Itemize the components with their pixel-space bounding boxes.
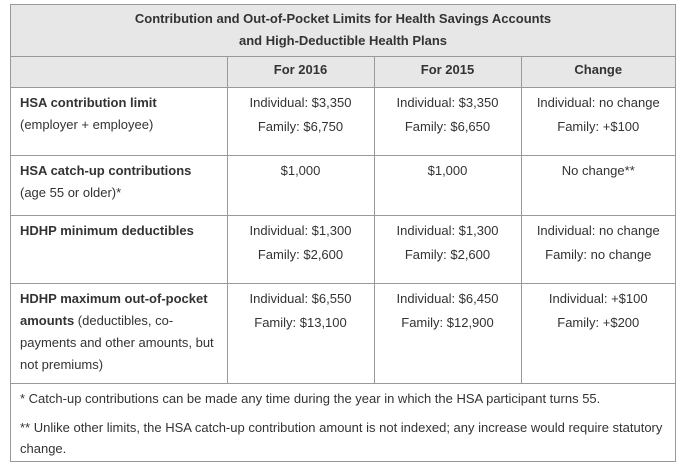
- row-label: [11, 216, 227, 284]
- row-label-rest: (deductibles, co-payments and other amounts, but not premiums): [20, 313, 214, 372]
- value: Individual: $3,350: [396, 95, 499, 110]
- table-title-line1: Contribution and Out-of-Pocket Limits for Health Savings Accounts: [134, 11, 552, 26]
- footnote-indexing: ** Unlike other limits, the HSA catch-up contribution amount is not indexed; any increase would require statutory change.: [20, 420, 663, 456]
- row-label-bold: HDHP minimum deductibles: [20, 223, 194, 238]
- cell-2016: [227, 284, 374, 384]
- row-label-rest: (age 55 or older)*: [20, 185, 122, 200]
- cell-change: [521, 88, 675, 156]
- row-label-rest: (employer + employee): [20, 117, 154, 132]
- value: Individual: $3,350: [249, 95, 352, 110]
- value: Family: +$100: [557, 119, 640, 134]
- row-label: [11, 284, 227, 384]
- cell-2015: [374, 88, 521, 156]
- value: Family: $12,900: [401, 315, 494, 330]
- limits-table: [11, 5, 675, 463]
- value: Family: $2,600: [257, 247, 344, 262]
- value: Individual: no change: [536, 95, 660, 110]
- value: Family: $6,750: [257, 119, 344, 134]
- header-label: [11, 57, 227, 88]
- table-row: [11, 284, 675, 384]
- value: Individual: $6,450: [396, 291, 499, 306]
- value: Individual: $1,300: [396, 223, 499, 238]
- row-label-bold: HSA contribution limit: [20, 95, 157, 110]
- row-label-bold: HDHP maximum out-of-pocket amounts: [20, 291, 208, 328]
- value: No change**: [561, 163, 635, 178]
- value: $1,000: [280, 163, 321, 178]
- header-2016: For 2016: [227, 57, 374, 88]
- cell-2016: [227, 88, 374, 156]
- notes: [11, 384, 675, 464]
- value: Family: $6,650: [404, 119, 491, 134]
- table-row: [11, 88, 675, 156]
- row-label: [11, 156, 227, 216]
- value: Individual: no change: [536, 223, 660, 238]
- value: Family: $13,100: [254, 315, 347, 330]
- header-row: [11, 57, 675, 88]
- row-label: [11, 88, 227, 156]
- notes-row: [11, 384, 675, 464]
- table-row: [11, 216, 675, 284]
- cell-change: [521, 156, 675, 216]
- cell-change: [521, 216, 675, 284]
- footnote-catchup: * Catch-up contributions can be made any time during the year in which the HSA participant turns 55.: [20, 391, 601, 406]
- row-label-bold: HSA catch-up contributions: [20, 163, 192, 178]
- cell-2015: [374, 216, 521, 284]
- value: Individual: +$100: [548, 291, 648, 306]
- value: $1,000: [427, 163, 468, 178]
- table-title: [11, 5, 675, 57]
- cell-2015: [374, 284, 521, 384]
- header-change: Change: [521, 57, 675, 88]
- value: Individual: $6,550: [249, 291, 352, 306]
- value: Individual: $1,300: [249, 223, 352, 238]
- cell-2016: [227, 156, 374, 216]
- value: Family: $2,600: [404, 247, 491, 262]
- value: Family: no change: [545, 247, 652, 262]
- cell-2016: [227, 216, 374, 284]
- table-row: [11, 156, 675, 216]
- cell-2015: [374, 156, 521, 216]
- header-2015: For 2015: [374, 57, 521, 88]
- value: Family: +$200: [557, 315, 640, 330]
- limits-table-frame: [10, 4, 676, 462]
- table-title-line2: and High-Deductible Health Plans: [238, 33, 448, 48]
- cell-change: [521, 284, 675, 384]
